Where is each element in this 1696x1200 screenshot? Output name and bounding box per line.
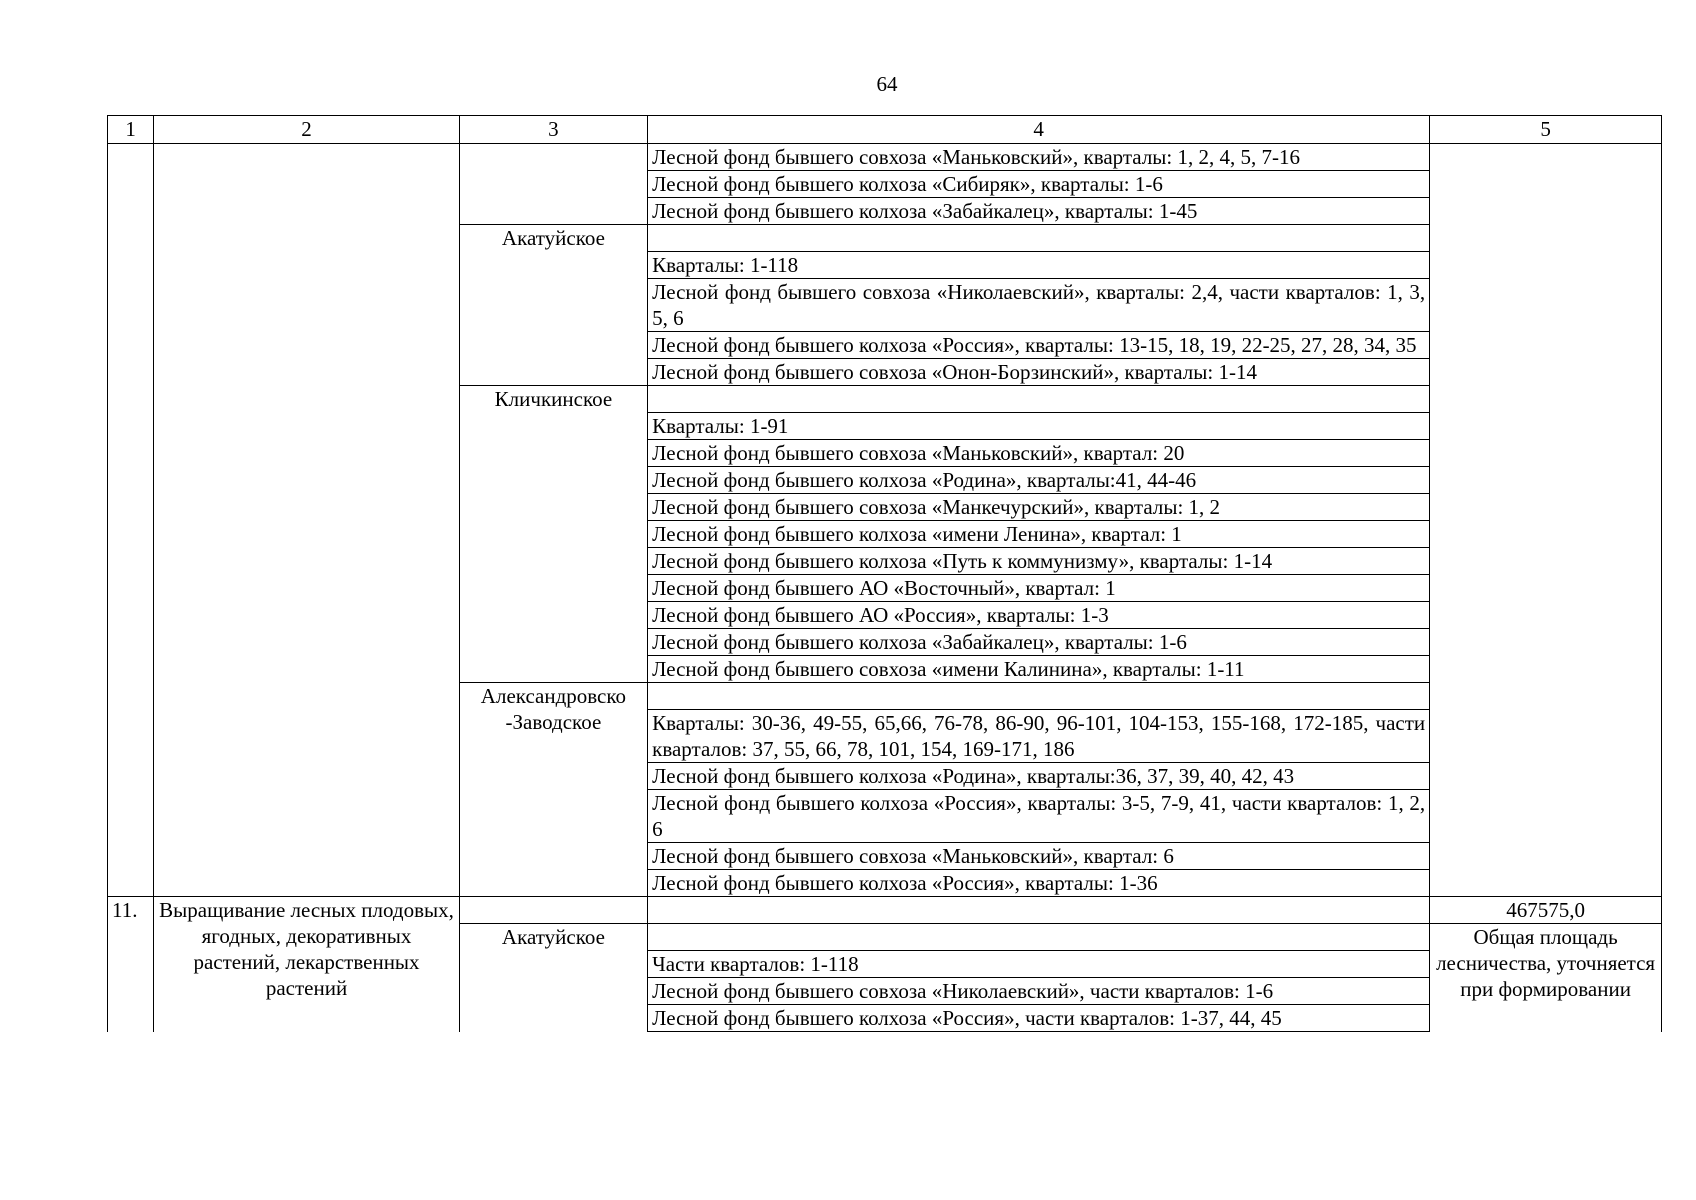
header-row (108, 116, 1662, 144)
quarters-cell (648, 225, 1430, 252)
forestry-cell (459, 897, 647, 924)
forestry-name: Кличкинское (459, 386, 647, 683)
forestry-cell (459, 144, 647, 225)
quarters-cell: Лесной фонд бывшего колхоза «Россия», кварталы: 3-5, 7-9, 41, части кварталов: 1, 2, 6 (648, 790, 1430, 843)
header-col-4: 4 (648, 116, 1430, 144)
quarters-cell: Лесной фонд бывшего АО «Восточный», квартал: 1 (648, 575, 1430, 602)
quarters-cell: Лесной фонд бывшего АО «Россия», кварталы: 1-3 (648, 602, 1430, 629)
quarters-cell: Лесной фонд бывшего колхоза «Забайкалец», кварталы: 1-45 (648, 198, 1430, 225)
quarters-cell: Лесной фонд бывшего колхоза «имени Ленина», квартал: 1 (648, 521, 1430, 548)
forestry-table (107, 115, 1662, 1032)
area-value: 467575,0 (1430, 897, 1662, 924)
quarters-cell: Кварталы: 30-36, 49-55, 65,66, 76-78, 86-90, 96-101, 104-153, 155-168, 172-185, части кварталов: 37, 55, 66, 78, 101, 154, 169-171, 186 (648, 710, 1430, 763)
quarters-cell: Лесной фонд бывшего колхоза «Россия», кварталы: 1-36 (648, 870, 1430, 897)
quarters-cell: Лесной фонд бывшего совхоза «Онон-Борзинский», кварталы: 1-14 (648, 359, 1430, 386)
header-col-2: 2 (154, 116, 459, 144)
forestry-name: Александровско -Заводское (459, 683, 647, 897)
area-cell (1430, 144, 1662, 897)
quarters-cell (648, 924, 1430, 951)
quarters-cell: Лесной фонд бывшего колхоза «Родина», кварталы:41, 44-46 (648, 467, 1430, 494)
area-note: Общая площадь лесничества, уточняется при формировании (1430, 924, 1662, 1032)
quarters-cell: Лесной фонд бывшего колхоза «Путь к коммунизму», кварталы: 1-14 (648, 548, 1430, 575)
quarters-cell: Лесной фонд бывшего колхоза «Родина», кварталы:36, 37, 39, 40, 42, 43 (648, 763, 1430, 790)
table-row (108, 897, 1662, 924)
forestry-name: Акатуйское (459, 225, 647, 386)
page-number: 64 (876, 72, 898, 96)
quarters-cell: Лесной фонд бывшего совхоза «Маньковский», квартал: 20 (648, 440, 1430, 467)
num-cell (108, 144, 154, 897)
quarters-cell (648, 683, 1430, 710)
item-number: 11. (108, 897, 154, 1032)
quarters-cell: Лесной фонд бывшего колхоза «Россия», части кварталов: 1-37, 44, 45 (648, 1005, 1430, 1032)
header-col-5: 5 (1430, 116, 1662, 144)
quarters-cell: Лесной фонд бывшего колхоза «Россия», кварталы: 13-15, 18, 19, 22-25, 27, 28, 34, 35 (648, 332, 1430, 359)
forestry-name: Акатуйское (459, 924, 647, 1032)
quarters-cell (648, 897, 1430, 924)
activity-cell (154, 144, 459, 897)
header-col-3: 3 (459, 116, 647, 144)
quarters-cell: Лесной фонд бывшего совхоза «Манкечурский», кварталы: 1, 2 (648, 494, 1430, 521)
quarters-cell: Лесной фонд бывшего совхоза «Николаевский», части кварталов: 1-6 (648, 978, 1430, 1005)
quarters-cell: Кварталы: 1-91 (648, 413, 1430, 440)
quarters-cell: Лесной фонд бывшего совхоза «Маньковский», кварталы: 1, 2, 4, 5, 7-16 (648, 144, 1430, 171)
table-row (108, 144, 1662, 171)
header-col-1: 1 (108, 116, 154, 144)
quarters-cell: Части кварталов: 1-118 (648, 951, 1430, 978)
quarters-cell: Лесной фонд бывшего совхоза «Маньковский», квартал: 6 (648, 843, 1430, 870)
quarters-cell: Лесной фонд бывшего совхоза «имени Калинина», кварталы: 1-11 (648, 656, 1430, 683)
quarters-cell: Лесной фонд бывшего колхоза «Сибиряк», кварталы: 1-6 (648, 171, 1430, 198)
quarters-cell: Лесной фонд бывшего совхоза «Николаевский», кварталы: 2,4, части кварталов: 1, 3, 5, 6 (648, 279, 1430, 332)
quarters-cell: Кварталы: 1-118 (648, 252, 1430, 279)
quarters-cell (648, 386, 1430, 413)
item-description: Выращивание лесных плодовых, ягодных, декоративных растений, лекарственных растений (154, 897, 459, 1032)
quarters-cell: Лесной фонд бывшего колхоза «Забайкалец», кварталы: 1-6 (648, 629, 1430, 656)
